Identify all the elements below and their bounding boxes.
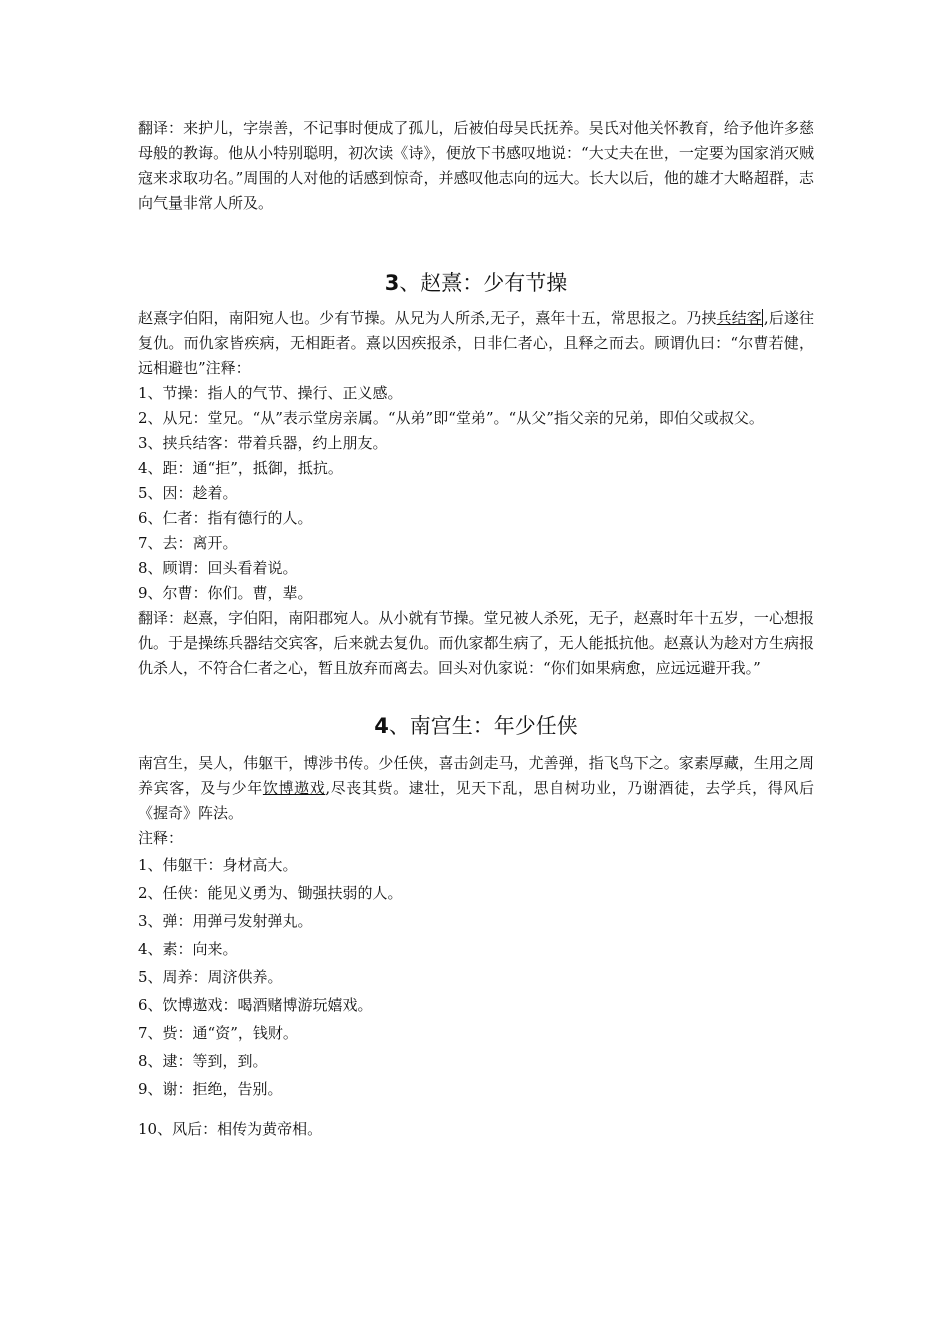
section-4-text-a: 南宫生，吴人，伟躯干，博涉书传。少任侠，喜击剑走马，尤善弹，指飞鸟下之。家素厚藏，生用之周养宾客，及与少年 <box>138 754 814 797</box>
note-item: 5、因：趁着。 <box>138 484 238 502</box>
section-3-title <box>138 268 814 298</box>
note-item: 5、周养：周济供养。 <box>138 968 283 986</box>
section-3-number: 3 <box>384 271 400 295</box>
section-3-notes <box>138 381 814 606</box>
section-3-original-text <box>138 306 814 381</box>
section-3-translation: 翻译：赵熹，字伯阳，南阳郡宛人。从小就有节操。堂兄被人杀死，无子，赵熹时年十五岁，一心想报仇。于是操练兵器结交宾客，后来就去复仇。而仇家都生病了，无人能抵抗他。赵熹认为趁对方生病报仇杀人，不符合仁者之心，暂且放弃而离去。回头对仇家说：“你们如果病愈，应远远避开我。” <box>138 609 814 677</box>
section-3-text-b: ,后遂往复仇。而仇家皆疾病，无相距者。熹以因疾报杀，日非仁者心，且释之而去。顾谓仇曰：“尔曹若健，远相避也”注释： <box>138 309 814 377</box>
note-item: 8、逮：等到，到。 <box>138 1052 268 1070</box>
note-item: 3、挟兵结客：带着兵器，约上朋友。 <box>138 434 388 452</box>
section-4-underlined-phrase: 饮博遨戏 <box>262 779 326 797</box>
section-4-number: 4 <box>374 714 389 738</box>
section-4-title <box>138 711 814 741</box>
section-4-title-text: 、南宫生：年少任侠 <box>388 714 578 738</box>
note-item: 9、尔曹：你们。曹，辈。 <box>138 584 313 602</box>
section-4-text-b: ,尽丧其赀。逮壮，见天下乱，思自树功业，乃谢酒徒，去学兵，得风后《握奇》阵法。 <box>138 779 814 822</box>
note-item: 6、饮博遨戏：喝酒赌博游玩嬉戏。 <box>138 996 373 1014</box>
note-item: 7、去：离开。 <box>138 534 238 552</box>
note-item: 4、素：向来。 <box>138 940 238 958</box>
section-3-text-a: 赵熹字伯阳，南阳宛人也。少有节操。从兄为人所杀,无子，熹年十五，常思报之。乃挟 <box>138 309 717 327</box>
translation-paragraph: 翻译：来护儿，字崇善，不记事时便成了孤儿，后被伯母吴氏抚养。吴氏对他关怀教育，给予他许多慈母般的教诲。他从小特别聪明，初次读《诗》，便放下书感叹地说：“大丈夫在世，一定要为国家消灭贼寇来求取功名。”周围的人对他的话感到惊奇，并感叹他志向的远大。长大以后，他的雄才大略超群，志向气量非常人所及。 <box>138 119 814 212</box>
section-3-title-text: 、赵熹：少有节操 <box>399 271 568 295</box>
note-item: 7、赀：通“资”，钱财。 <box>138 1024 298 1042</box>
note-item: 3、弹：用弹弓发射弹丸。 <box>138 912 313 930</box>
note-item: 6、仁者：指有德行的人。 <box>138 509 313 527</box>
section-4-original-text <box>138 751 814 826</box>
section-4-notes <box>138 826 814 1143</box>
note-item: 2、任侠：能见义勇为、锄强扶弱的人。 <box>138 884 403 902</box>
document-body <box>138 116 814 1143</box>
note-item: 8、顾谓：回头看着说。 <box>138 559 298 577</box>
note-item: 1、伟躯干：身材高大。 <box>138 856 298 874</box>
section-3-underlined-phrase: 兵结客 <box>716 309 762 327</box>
note-item: 1、节操：指人的气节、操行、正义感。 <box>138 384 403 402</box>
note-item: 10、风后：相传为黄帝相。 <box>138 1120 323 1138</box>
note-item: 9、谢：拒绝，告别。 <box>138 1080 283 1098</box>
note-item: 4、距：通“拒”，抵御，抵抗。 <box>138 459 343 477</box>
note-item: 2、从兄：堂兄。“从”表示堂房亲属。“从弟”即“堂弟”。“从父”指父亲的兄弟，即伯父或叔父。 <box>138 409 764 427</box>
notes-label: 注释： <box>138 829 184 847</box>
